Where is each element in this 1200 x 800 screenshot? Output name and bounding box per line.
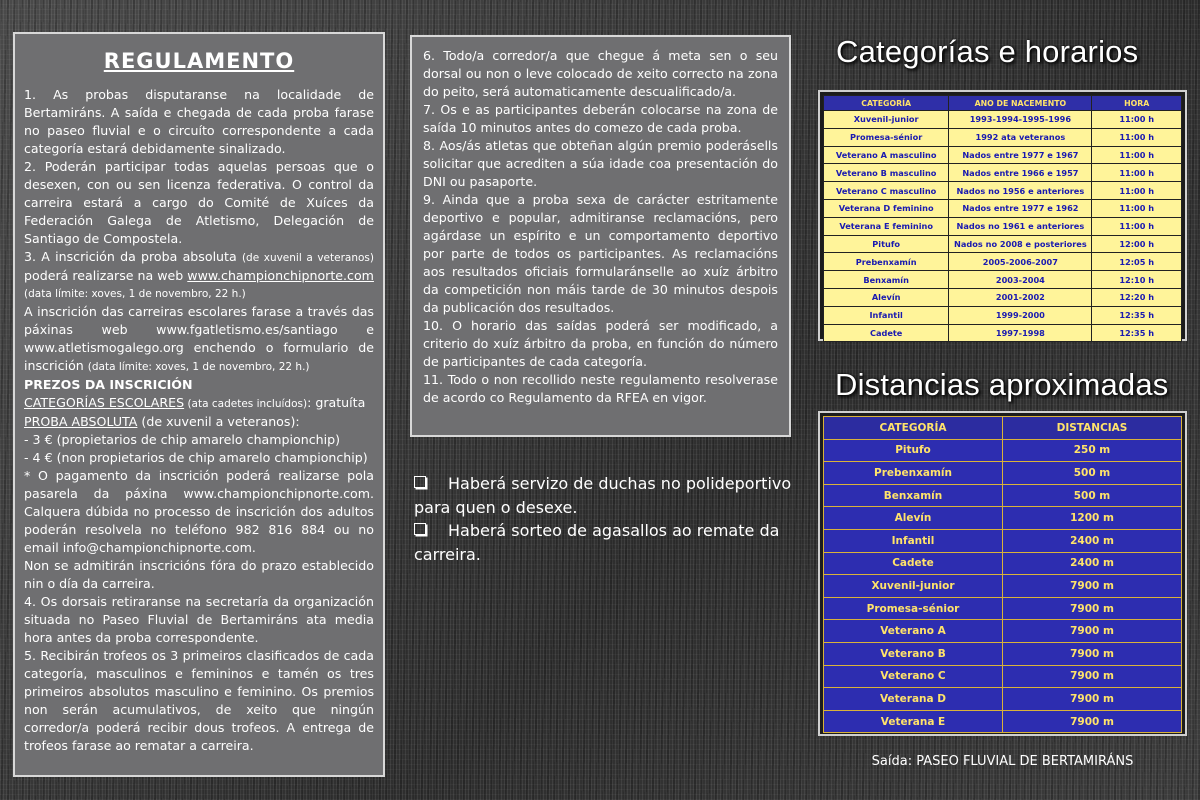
table-cell: 12:05 h (1092, 253, 1182, 271)
price-1: - 3 € (propietarios de chip amarelo championchip) (24, 432, 341, 447)
table-cell: 1999-2000 (949, 306, 1092, 324)
table-row (824, 164, 1182, 182)
table-cell: Veterano A masculino (824, 146, 949, 164)
table-cell: 11:00 h (1092, 164, 1182, 182)
table-cell: 12:35 h (1092, 306, 1182, 324)
table-row (824, 710, 1182, 733)
championchip-link[interactable]: www.championchipnorte.com (187, 268, 374, 283)
saida-value: : PASEO FLUVIAL DE BERTAMIRÁNS (907, 754, 1134, 769)
rule-11: 11. Todo o non recollido neste regulamento resolverase de acordo co Regulamento da RFEA en vigor. (423, 372, 778, 405)
table-row (824, 288, 1182, 306)
table-row (824, 128, 1182, 146)
regulamento-title: REGULAMENTO (103, 49, 295, 73)
note-showers (414, 472, 794, 519)
table-row (824, 324, 1182, 342)
table-row (824, 665, 1182, 688)
table-cell: 11:00 h (1092, 217, 1182, 235)
escolares-label: CATEGORÍAS ESCOLARES (24, 395, 185, 410)
table-cell: 2001-2002 (949, 288, 1092, 306)
table-cell: Veterano C masculino (824, 182, 949, 200)
distancias-table-frame (818, 411, 1187, 736)
table-cell: 7900 m (1003, 597, 1182, 620)
table-cell: 1997-1998 (949, 324, 1092, 342)
distancias-header-row (824, 417, 1182, 440)
table-cell: Veterana E feminino (824, 217, 949, 235)
rule-5: 5. Recibirán trofeos os 3 primeiros clasificados de cada categoría, masculinos e femininos e tamén os tres primeiros absolutos masculino e feminino. Os premios non serán acumulativos, de xeito que ningún corredor/a poderá recibir dous trofeos. A entrega de trofeos farase ao rematar a carreira. (24, 648, 374, 753)
table-cell: Alevín (824, 288, 949, 306)
table-cell: 11:00 h (1092, 146, 1182, 164)
table-cell: Alevín (824, 507, 1003, 530)
table-row (824, 642, 1182, 665)
table-cell: Pitufo (824, 439, 1003, 462)
horarios-table-frame (818, 90, 1187, 341)
table-cell: Veterana D (824, 688, 1003, 711)
distancias-body (824, 439, 1182, 733)
table-cell: 7900 m (1003, 642, 1182, 665)
absoluta-note: (de xuvenil a veteranos): (137, 414, 300, 429)
distancias-header-cell: DISTANCIAS (1003, 417, 1182, 440)
horarios-title: Categorías e horarios (836, 34, 1139, 69)
table-cell: Promesa-sénior (824, 597, 1003, 620)
table-cell: 7900 m (1003, 688, 1182, 711)
table-row (824, 111, 1182, 129)
rule-4: 4. Os dorsais retiraranse na secretaría da organización situada no Paseo Fluvial de Bertamiráns ata media hora antes da proba correspondente. (24, 594, 374, 645)
table-cell: Nados no 1961 e anteriores (949, 217, 1092, 235)
table-row (824, 146, 1182, 164)
table-cell: Veterano B (824, 642, 1003, 665)
table-row (824, 507, 1182, 530)
table-cell: Nados entre 1977 e 1962 (949, 199, 1092, 217)
table-row (824, 552, 1182, 575)
table-cell: 12:35 h (1092, 324, 1182, 342)
table-row (824, 620, 1182, 643)
table-row (824, 597, 1182, 620)
rule-10: 10. O horario das saídas poderá ser modificado, a criterio do xuíz árbitro da proba, en función do número de participantes de cada categoría. (423, 318, 778, 369)
table-row (824, 529, 1182, 552)
table-row (824, 199, 1182, 217)
table-cell: 2400 m (1003, 552, 1182, 575)
table-cell: 11:00 h (1092, 199, 1182, 217)
table-row (824, 439, 1182, 462)
table-cell: 11:00 h (1092, 111, 1182, 129)
rule-3-school-text: A inscrición das carreiras escolares farase a través das páxinas web www.fgatletismo.es/santiago e www.atletismogalego.org enchendo o formulario de inscrición (24, 304, 374, 373)
table-row (824, 484, 1182, 507)
table-cell: Veterano B masculino (824, 164, 949, 182)
horarios-table (823, 95, 1182, 342)
table-cell: 500 m (1003, 462, 1182, 485)
rule-8: 8. Aos/ás atletas que obteñan algún premio poderásells solicitar que acrediten a súa idade coa presentación do DNI ou pasaporte. (423, 138, 778, 189)
table-cell: 7900 m (1003, 710, 1182, 733)
rule-3-text: 3. A inscrición da proba absoluta (24, 249, 242, 264)
saida-caption (818, 754, 1187, 769)
table-cell: Infantil (824, 306, 949, 324)
extra-notes (414, 472, 794, 566)
horarios-body (824, 111, 1182, 342)
table-row (824, 306, 1182, 324)
table-cell: Veterano C (824, 665, 1003, 688)
rule-3-school-deadline: (data límite: xoves, 1 de novembro, 22 h.) (87, 361, 310, 373)
table-row (824, 575, 1182, 598)
distancias-header-cell: CATEGORÍA (824, 417, 1003, 440)
rule-3-deadline: (data límite: xoves, 1 de novembro, 22 h.) (24, 288, 246, 300)
table-cell: Veterano A (824, 620, 1003, 643)
table-row (824, 235, 1182, 253)
rule-3-text-2: poderá realizarse na web (24, 268, 188, 283)
saida-label: Saída (871, 754, 908, 769)
table-row (824, 217, 1182, 235)
table-cell: Nados no 1956 e anteriores (949, 182, 1092, 200)
table-cell: 1992 ata veteranos (949, 128, 1092, 146)
table-cell: 12:20 h (1092, 288, 1182, 306)
table-row (824, 271, 1182, 289)
table-cell: Benxamín (824, 484, 1003, 507)
distancias-title: Distancias aproximadas (835, 367, 1169, 402)
note-raffle-text: Haberá sorteo de agasallos ao remate da carreira. (414, 521, 780, 564)
note-raffle (414, 519, 794, 566)
table-cell: 12:00 h (1092, 235, 1182, 253)
note-showers-text: Haberá servizo de duchas no polideportivo para quen o desexe. (414, 474, 792, 517)
table-row (824, 462, 1182, 485)
table-cell: 1993-1994-1995-1996 (949, 111, 1092, 129)
horarios-header-cell: CATEGORÍA (824, 96, 949, 111)
escolares-value: : gratuíta (307, 395, 366, 410)
rule-7: 7. Os e as participantes deberán colocarse na zona de saída 10 minutos antes do comezo de cada proba. (423, 102, 778, 135)
table-row (824, 688, 1182, 711)
table-cell: Xuvenil-junior (824, 111, 949, 129)
table-cell: Nados no 2008 e posteriores (949, 235, 1092, 253)
table-cell: 500 m (1003, 484, 1182, 507)
table-cell: Veterana E (824, 710, 1003, 733)
prezos-escolares (24, 394, 374, 413)
table-cell: Prebenxamín (824, 462, 1003, 485)
table-row (824, 253, 1182, 271)
table-cell: Infantil (824, 529, 1003, 552)
absoluta-label: PROBA ABSOLUTA (24, 414, 138, 429)
rule-3 (24, 248, 374, 285)
table-cell: Nados entre 1977 e 1967 (949, 146, 1092, 164)
rule-3-note: (de xuvenil a veteranos) (241, 252, 374, 264)
prezos-absoluta (24, 413, 374, 431)
table-cell: 1200 m (1003, 507, 1182, 530)
horarios-header-row (824, 96, 1182, 111)
table-cell: 2400 m (1003, 529, 1182, 552)
table-cell: Promesa-sénior (824, 128, 949, 146)
distancias-table (823, 416, 1182, 733)
table-cell: 11:00 h (1092, 128, 1182, 146)
rule-3-deadline-note: Non se admitirán inscricións fóra do prazo establecido nin o día da carreira. (24, 558, 374, 591)
table-row (824, 182, 1182, 200)
escolares-note: (ata cadetes incluídos) (184, 398, 308, 410)
regulamento-panel-left (13, 32, 385, 777)
table-cell: 12:10 h (1092, 271, 1182, 289)
table-cell: Cadete (824, 552, 1003, 575)
regulamento-panel-middle (410, 35, 791, 437)
horarios-header-cell: ANO DE NACEMENTO (949, 96, 1092, 111)
checkbox-icon (414, 476, 426, 488)
prezos-title: PREZOS DA INSCRICIÓN (24, 377, 193, 392)
table-cell: 7900 m (1003, 665, 1182, 688)
table-cell: Pitufo (824, 235, 949, 253)
table-cell: Nados entre 1966 e 1957 (949, 164, 1092, 182)
table-cell: Cadete (824, 324, 949, 342)
table-cell: 7900 m (1003, 620, 1182, 643)
rule-3-payment: * O pagamento da inscrición poderá realizarse pola pasarela da páxina www.championchipnorte.com. Calquera dúbida no processo de inscrición dos adultos poderán resolvela no teléfono 982 816 884 ou no email info@championchipnorte.com. (24, 468, 374, 555)
rule-2: 2. Poderán participar todas aquelas persoas que o desexen, con ou sen licenza federativa. O control da carreira estará a cargo do Comité de Xuíces da Federación Galega de Atletismo, Delegación de Santiago de Compostela. (24, 159, 374, 246)
price-2: - 4 € (non propietarios de chip amarelo championchip) (24, 450, 368, 465)
rule-3-school (24, 303, 374, 376)
table-cell: Veterana D feminino (824, 199, 949, 217)
table-cell: 2005-2006-2007 (949, 253, 1092, 271)
rule-1: 1. As probas disputaranse na localidade de Bertamiráns. A saída e chegada de cada proba farase no paseo fluvial e o circuíto correspondente a cada categoría estará debidamente sinalizado. (24, 87, 374, 156)
table-cell: Xuvenil-junior (824, 575, 1003, 598)
table-cell: 250 m (1003, 439, 1182, 462)
table-cell: 7900 m (1003, 575, 1182, 598)
rule-9: 9. Ainda que a proba sexa de carácter estritamente deportivo e popular, admitiranse reclamacións, pero agárdase un espírito e un comportamento deportivo por parte de todos os participantes. As reclamacións aos resultados oficiais formularánselle ao xuíz árbitro da competición non máis tarde de 30 minutos despois da publicación dos resultados. (423, 192, 778, 315)
checkbox-icon (414, 523, 426, 535)
table-cell: Benxamín (824, 271, 949, 289)
table-cell: 2003-2004 (949, 271, 1092, 289)
table-cell: Prebenxamín (824, 253, 949, 271)
table-cell: 11:00 h (1092, 182, 1182, 200)
horarios-header-cell: HORA (1092, 96, 1182, 111)
rule-6: 6. Todo/a corredor/a que chegue á meta sen o seu dorsal ou non o leve colocado de xeito correcto na zona do peito, será automaticamente descualificado/a. (423, 48, 778, 99)
